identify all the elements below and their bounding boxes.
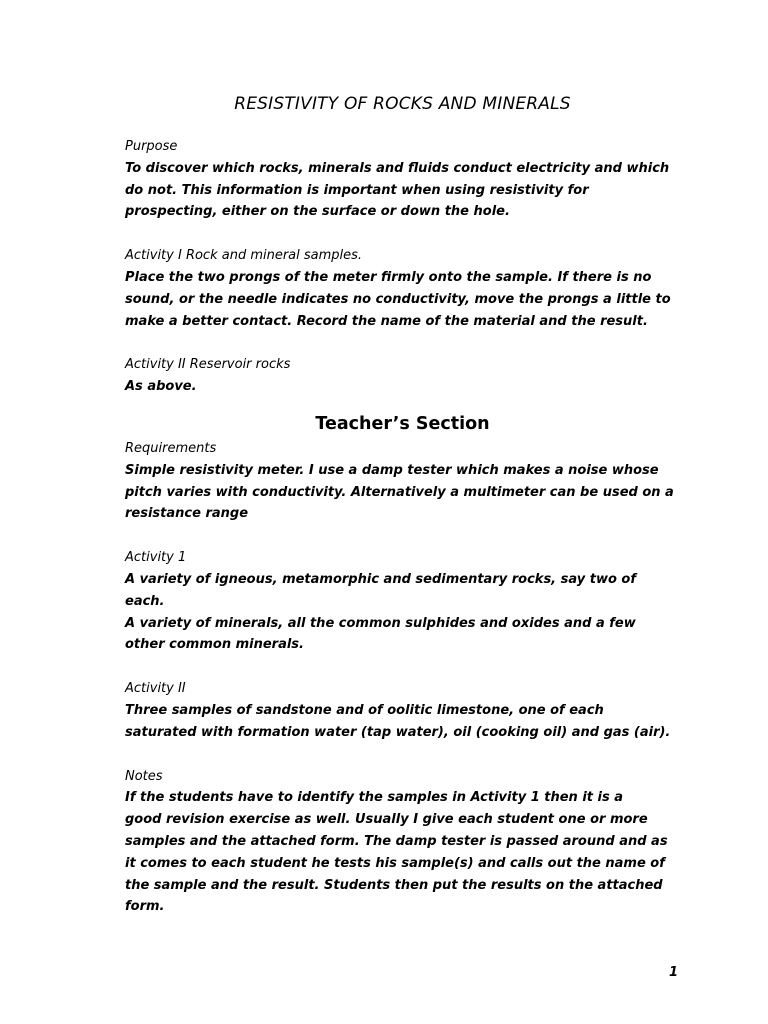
teacher-activity1-line: other common minerals.	[125, 637, 304, 653]
teacher-activity2-section	[125, 678, 705, 743]
notes-line: good revision exercise as well. Usually I give each student one or more	[125, 812, 648, 828]
document-content	[125, 94, 705, 940]
activity1-student-line: Place the two prongs of the meter firmly onto the sample. If there is no	[125, 269, 652, 285]
requirements-line: pitch varies with conductivity. Alternatively a multimeter can be used on a	[125, 484, 674, 500]
teacher-activity1-section	[125, 547, 705, 656]
requirements-line: resistance range	[125, 506, 249, 522]
teacher-activity2-line: saturated with formation water (tap water), oil (cooking oil) and gas (air).	[125, 724, 671, 740]
notes-line: samples and the attached form. The damp tester is passed around and as	[125, 833, 668, 849]
teacher-activity2-heading: Activity II	[125, 681, 186, 697]
purpose-section	[125, 136, 705, 223]
notes-heading: Notes	[125, 768, 163, 784]
teacher-activity1-line: A variety of minerals, all the common sulphides and oxides and a few	[125, 615, 636, 631]
document-title: RESISTIVITY OF ROCKS AND MINERALS	[234, 94, 571, 114]
notes-line: it comes to each student he tests his sample(s) and calls out the name of	[125, 855, 665, 871]
purpose-heading: Purpose	[125, 139, 178, 154]
activity1-student-line: sound, or the needle indicates no conductivity, move the prongs a little to	[125, 291, 671, 307]
activity2-student-line: As above.	[125, 379, 197, 395]
purpose-line: To discover which rocks, minerals and fluids conduct electricity and which	[125, 160, 670, 176]
notes-section	[125, 766, 705, 919]
notes-line: form.	[125, 899, 165, 915]
teacher-activity1-line: each.	[125, 593, 165, 609]
activity1-student-section	[125, 245, 705, 332]
requirements-heading: Requirements	[125, 440, 217, 456]
requirements-section	[125, 438, 705, 525]
requirements-line: Simple resistivity meter. I use a damp tester which makes a noise whose	[125, 462, 659, 478]
notes-line: the sample and the result. Students then put the results on the attached	[125, 877, 663, 893]
teacher-activity1-line: A variety of igneous, metamorphic and sedimentary rocks, say two of	[125, 571, 637, 587]
purpose-line: do not. This information is important when using resistivity for	[125, 182, 589, 198]
activity2-student-section	[125, 354, 705, 398]
page-number: 1	[669, 965, 679, 980]
activity2-student-heading: Activity II Reservoir rocks	[125, 357, 291, 373]
notes-line: If the students have to identify the samples in Activity 1 then it is a	[125, 790, 624, 806]
teacher-activity1-heading: Activity 1	[125, 550, 187, 566]
purpose-line: prospecting, either on the surface or down the hole.	[125, 204, 510, 220]
teachers-section-title: Teacher’s Section	[315, 413, 490, 434]
activity1-student-heading: Activity I Rock and mineral samples.	[125, 248, 363, 264]
teacher-activity2-line: Three samples of sandstone and of oolitic limestone, one of each	[125, 702, 604, 718]
activity1-student-line: make a better contact. Record the name of the material and the result.	[125, 313, 648, 329]
